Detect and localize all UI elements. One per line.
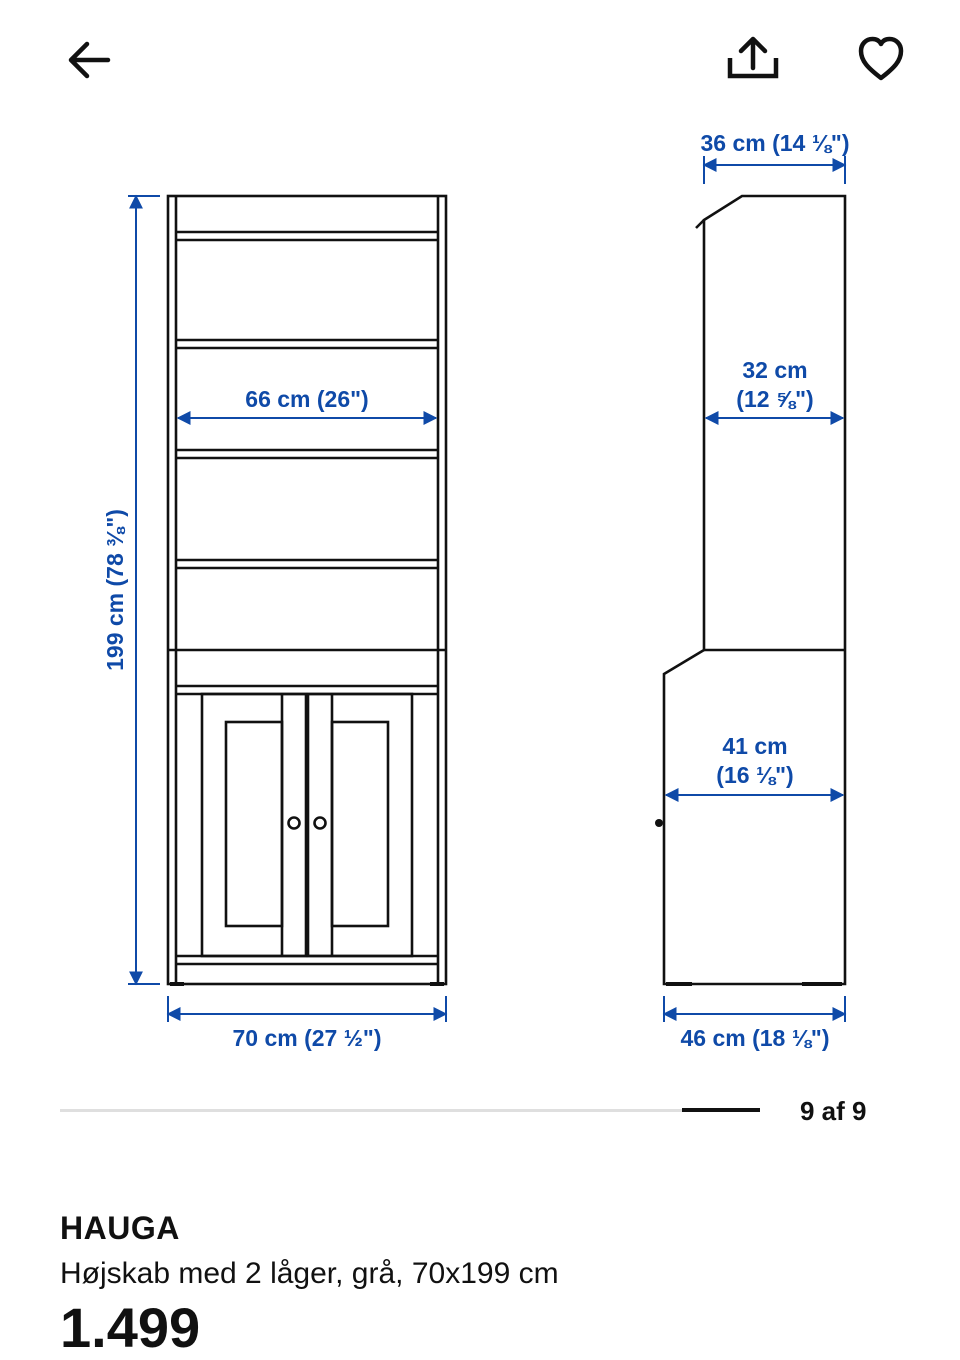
- product-price: 1.499: [60, 1296, 201, 1359]
- side-foot-right: [802, 982, 842, 986]
- label-upper-depth-line1: 32 cm: [742, 357, 808, 383]
- progress-thumb[interactable]: [682, 1108, 760, 1112]
- arrow-left-icon[interactable]: [60, 30, 120, 90]
- front-foot-left: [170, 982, 184, 986]
- progress-track[interactable]: [60, 1109, 760, 1112]
- side-knob: [655, 819, 663, 827]
- label-width: 70 cm (27 ½"): [232, 1025, 382, 1051]
- heart-icon[interactable]: [850, 28, 912, 90]
- label-upper-depth-line2: (12 ⅝"): [736, 386, 814, 412]
- product-description: Højskab med 2 låger, grå, 70x199 cm: [60, 1257, 559, 1290]
- image-counter: 9 af 9: [800, 1096, 867, 1126]
- label-depth-top: 36 cm (14 ⅛"): [700, 130, 850, 156]
- share-icon[interactable]: [718, 30, 788, 90]
- front-view-cabinet: [168, 196, 446, 984]
- side-view-cabinet: [664, 196, 845, 984]
- product-info: [60, 1210, 920, 1360]
- product-name: HAUGA: [60, 1210, 180, 1246]
- top-bar: [0, 0, 960, 120]
- label-lower-depth-line1: 41 cm: [722, 733, 788, 759]
- image-gallery-progress: [60, 1090, 900, 1130]
- product-dimension-diagram: [0, 120, 960, 1080]
- label-lower-depth-line2: (16 ⅛"): [716, 762, 794, 788]
- label-depth-bottom: 46 cm (18 ⅛"): [680, 1025, 830, 1051]
- front-foot-right: [430, 982, 444, 986]
- side-foot-left: [666, 982, 692, 986]
- label-inner-width: 66 cm (26"): [245, 386, 369, 412]
- label-height: 199 cm (78 ⅜"): [102, 509, 128, 671]
